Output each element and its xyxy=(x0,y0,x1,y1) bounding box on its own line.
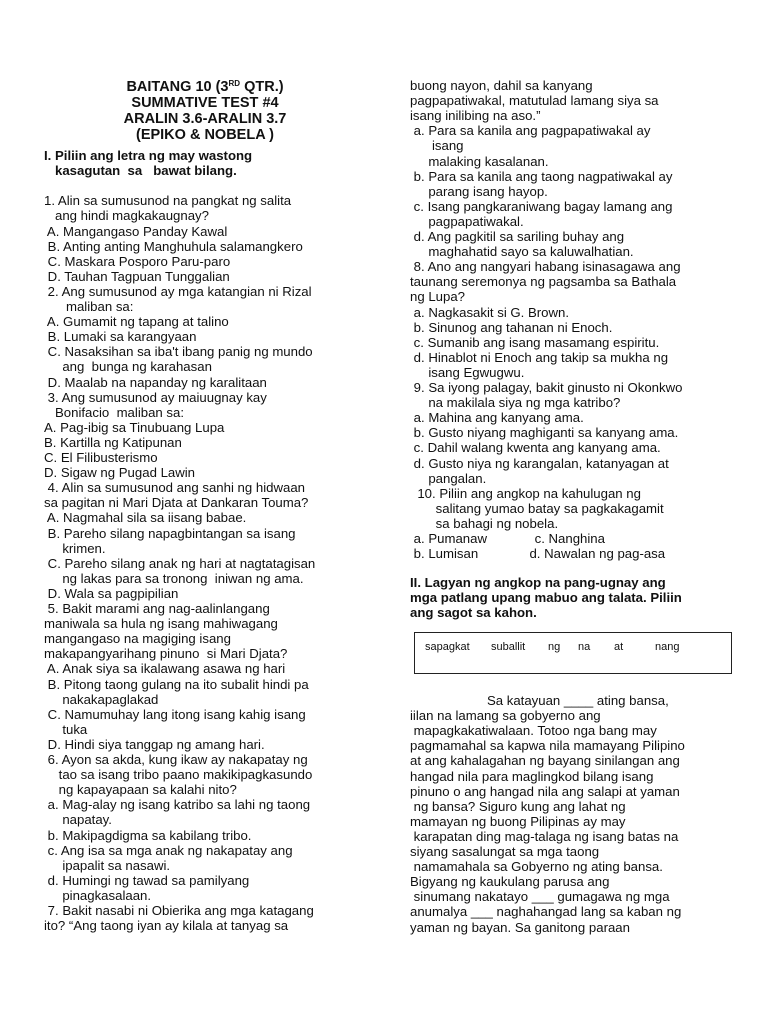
text-line: D. Maalab na napanday ng karalitaan xyxy=(44,374,267,390)
text-line: a. Para sa kanila ang pagpapatiwakal ay xyxy=(410,123,651,139)
text-line: A. Anak siya sa ikalawang asawa ng hari xyxy=(44,661,286,677)
text-line: makapangyarihang pinuno si Mari Djata? xyxy=(44,646,288,662)
text-line: maniwala sa hula ng isang mahiwagang xyxy=(44,616,278,632)
text-line: na makilala siya ng mga katribo? xyxy=(410,395,621,411)
choice-word: at xyxy=(614,641,624,653)
instruction-line: ang sagot sa kahon. xyxy=(410,605,537,621)
text-line: ang bunga ng karahasan xyxy=(44,359,212,375)
text-line: B. Pitong taong gulang na ito subalit hindi pa xyxy=(44,676,309,692)
header-grade-line: BAITANG 10 (3RD QTR.) xyxy=(126,79,284,95)
choice-word: ng xyxy=(548,641,561,653)
choice-word: na xyxy=(578,641,591,653)
paragraph-line: pagmamahal sa kapwa nila mamayang Pilipino xyxy=(410,738,685,754)
paragraph-line: anumalya ___ naghahangad lang sa kaban ng xyxy=(410,904,682,920)
text-line: ng kapayapaan sa kalahi nito? xyxy=(44,782,237,798)
text-line: b. Lumisan d. Nawalan ng pag-asa xyxy=(410,546,666,562)
text-line: 2. Ang sumusunod ay mga katangian ni Rizal xyxy=(44,283,312,299)
text-line: A. Pag-ibig sa Tinubuang Lupa xyxy=(44,419,225,435)
text-line: ipapalit sa nasawi. xyxy=(44,857,171,873)
text-line: 5. Bakit marami ang nag-aalinlangang xyxy=(44,601,270,616)
text-line: b. Sinunog ang tahanan ni Enoch. xyxy=(410,319,613,335)
paragraph-line: mamayan ng buong Pilipinas ay may xyxy=(410,813,626,829)
text-line: C. El Filibusterismo xyxy=(44,450,158,465)
text-line: ito? “Ang taong iyan ay kilala at tanyag sa xyxy=(44,918,289,934)
text-line: D. Wala sa pagpipilian xyxy=(44,585,179,601)
text-line: d. Hinablot ni Enoch ang takip sa mukha ng xyxy=(410,349,669,365)
text-line: maliban sa: xyxy=(44,299,134,314)
paragraph-line: sinumang nakatayo ___ gumagawa ng mga xyxy=(410,889,670,905)
choice-word: sapagkat xyxy=(425,641,470,653)
text-line: I. Piliin ang letra ng may wastong xyxy=(44,148,253,163)
text-line: tuka xyxy=(44,721,88,737)
text-line: B. Anting anting Manghuhula salamangkero xyxy=(44,238,303,254)
text-line: C. Maskara Posporo Paru-paro xyxy=(44,253,231,269)
text-line: D. Hindi siya tanggap ng amang hari. xyxy=(44,736,265,752)
text-line: maghahatid sayo sa kaluwalhatian. xyxy=(410,244,634,260)
text-line: isang inilibing na aso.” xyxy=(410,108,541,124)
paragraph-line: iilan na lamang sa gobyerno ang xyxy=(410,708,601,724)
text-line: a. Mag-alay ng isang katribo sa lahi ng taong xyxy=(44,797,311,813)
text-line: 4. Alin sa sumusunod ang sanhi ng hidwaan xyxy=(44,480,305,496)
text-line: B. Pareho silang napagbintangan sa isang xyxy=(44,525,296,541)
text-line: A. Mangangaso Panday Kawal xyxy=(44,223,228,239)
text-line: napatay. xyxy=(44,812,112,828)
text-line: b. Para sa kanila ang taong nagpatiwakal ay xyxy=(410,168,673,184)
text-line: a. Pumanaw c. Nanghina xyxy=(410,531,605,546)
text-line: a. Nagkasakit si G. Brown. xyxy=(410,304,570,320)
text-line: tao sa isang tribo paano makikipagkasundo xyxy=(44,767,313,783)
text-line: c. Isang pangkaraniwang bagay lamang ang xyxy=(410,198,673,214)
text-line: C. Nasaksihan sa iba't ibang panig ng mundo xyxy=(44,344,313,360)
text-line: c. Ang isa sa mga anak ng nakapatay ang xyxy=(44,842,293,858)
text-line: 3. Ang sumusunod ay maiuugnay kay xyxy=(44,389,267,405)
text-line: D. Tauhan Tagpuan Tunggalian xyxy=(44,268,230,284)
text-line: malaking kasalanan. xyxy=(410,153,549,169)
paragraph-line: Sa katayuan ____ ating bansa, xyxy=(410,693,669,708)
paragraph-line: namamahala sa Gobyerno ng ating bansa. xyxy=(410,859,663,875)
text-line: D. Sigaw ng Pugad Lawin xyxy=(44,465,196,481)
text-line: a. Mahina ang kanyang ama. xyxy=(410,410,584,426)
text-line: d. Ang pagkitil sa sariling buhay ang xyxy=(410,229,625,244)
text-line: b. Makipagdigma sa kabilang tribo. xyxy=(44,827,252,843)
text-line: sa pagitan ni Mari Djata at Dankaran Touma? xyxy=(44,495,309,511)
text-line: ang hindi magkakaugnay? xyxy=(44,208,209,224)
paragraph-line: Bigyang ng kaukulang parusa ang xyxy=(410,874,610,890)
text-line: 6. Ayon sa akda, kung ikaw ay nakapatay ng xyxy=(44,752,308,767)
text-line: buong nayon, dahil sa kanyang xyxy=(410,78,593,93)
text-line: pinagkasalaan. xyxy=(44,887,152,903)
text-line: ng lakas para sa tronong iniwan ng ama. xyxy=(44,570,304,586)
text-line: c. Sumanib ang isang masamang espiritu. xyxy=(410,334,660,350)
text-line: isang xyxy=(410,138,464,154)
text-line: kasagutan sa bawat bilang. xyxy=(44,163,237,179)
text-line: B. Kartilla ng Katipunan xyxy=(44,434,182,450)
text-line: krimen. xyxy=(44,540,106,556)
paragraph-line: at ang kahalagahan ng bayang sinilangan ang xyxy=(410,753,680,769)
text-line: 8. Ano ang nangyari habang isinasagawa ang xyxy=(410,259,681,275)
text-line: b. Gusto niyang maghiganti sa kanyang ama. xyxy=(410,425,679,441)
text-line: B. Lumaki sa karangyaan xyxy=(44,329,197,345)
text-line: A. Gumamit ng tapang at talino xyxy=(44,314,229,330)
text-line: mangangaso na magiging isang xyxy=(44,631,231,647)
instruction-line: II. Lagyan ng angkop na pang-ugnay ang xyxy=(410,575,666,590)
paragraph-line: hangad nila para maglingkod bilang isang xyxy=(410,768,654,784)
text-line: 10. Piliin ang angkop na kahulugan ng xyxy=(410,485,641,501)
text-line: 7. Bakit nasabi ni Obierika ang mga katagang xyxy=(44,903,314,918)
text-line: pagpapatiwakal, matutulad lamang siya sa xyxy=(410,93,659,109)
text-line: C. Namumuhay lang itong isang kahig isang xyxy=(44,706,306,722)
text-line: ng Lupa? xyxy=(410,289,466,305)
paragraph-line: ng bansa? Siguro kung ang lahat ng xyxy=(410,798,626,814)
text-line: pangalan. xyxy=(410,470,487,486)
text-line: A. Nagmahal sila sa iisang babae. xyxy=(44,510,247,526)
text-line: Bonifacio maliban sa: xyxy=(44,404,185,420)
header-topic: (EPIKO & NOBELA ) xyxy=(135,127,275,143)
paragraph-line: mapagkakatiwalaan. Totoo nga bang may xyxy=(410,723,657,739)
text-line: 9. Sa iyong palagay, bakit ginusto ni Okonkwo xyxy=(410,380,683,395)
text-line: d. Humingi ng tawad sa pamilyang xyxy=(44,872,250,888)
instruction-line: mga patlang upang mabuo ang talata. Piliin xyxy=(410,590,682,606)
text-line: taunang seremonya ng pagsamba sa Bathala xyxy=(410,274,677,290)
text-line: d. Gusto niya ng karangalan, katanyagan at xyxy=(410,455,669,471)
text-line: salitang yumao batay sa pagkakagamit xyxy=(410,500,664,516)
choice-word: nang xyxy=(655,641,680,653)
text-line: pagpapatiwakal. xyxy=(410,213,524,229)
paragraph-line: siyang sasalungat sa mga taong xyxy=(410,844,600,859)
paragraph-line: karapatan ding mag-talaga ng isang batas na xyxy=(410,828,679,844)
text-line: 1. Alin sa sumusunod na pangkat ng salita xyxy=(44,193,292,209)
text-line: parang isang hayop. xyxy=(410,183,548,199)
header-test-title: SUMMATIVE TEST #4 xyxy=(131,95,279,111)
word-choice-box xyxy=(414,632,732,674)
text-line: nakakapaglakad xyxy=(44,691,159,707)
text-line: c. Dahil walang kwenta ang kanyang ama. xyxy=(410,440,661,456)
choice-word: suballit xyxy=(491,641,526,653)
text-line: C. Pareho silang anak ng hari at nagtatagisan xyxy=(44,555,316,571)
paragraph-line: yaman ng bayan. Sa ganitong paraan xyxy=(410,919,630,935)
text-line: sa bahagi ng nobela. xyxy=(410,515,559,531)
header-lessons: ARALIN 3.6-ARALIN 3.7 xyxy=(123,111,287,127)
paragraph-line: pinuno o ang hangad nila ang salapi at yaman xyxy=(410,783,680,799)
text-line: isang Egwugwu. xyxy=(410,364,525,380)
